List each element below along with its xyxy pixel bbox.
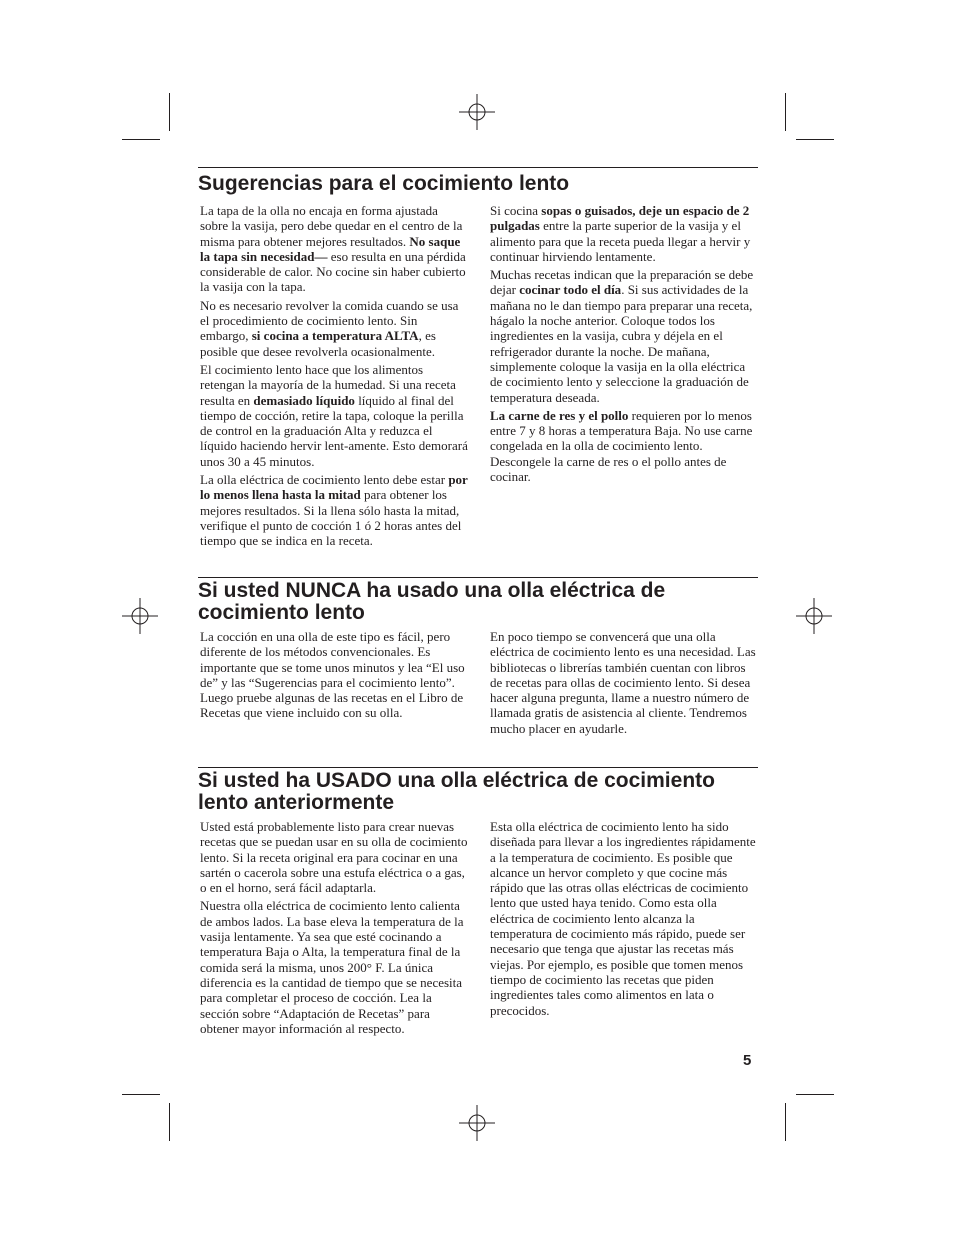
crop-mark — [796, 1094, 834, 1095]
text-run: para obtener los mejores resultados. Si la llena sólo hasta la mitad, verifique el punto de cocción 1 ó 2 horas antes del tiempo que se indica en la receta. — [200, 487, 462, 549]
crop-mark — [785, 93, 786, 131]
registration-mark-icon — [122, 598, 158, 634]
crop-mark — [796, 139, 834, 140]
paragraph — [200, 203, 468, 295]
paragraph — [200, 472, 468, 548]
crop-mark — [122, 1094, 160, 1095]
text-run: eso resulta en una pérdida considerable de calor. No cocine sin haber cubierto la vasija con la tapa. — [200, 248, 466, 295]
section-usado — [198, 767, 758, 1039]
left-column — [198, 819, 468, 1039]
text-run: El cocimiento lento hace que los alimentos retengan la mayoría de la humedad. Si una receta resulta en — [200, 361, 456, 408]
text-run: La olla eléctrica de cocimiento lento debe estar — [200, 472, 449, 488]
paragraph — [200, 298, 468, 359]
text-run: Esta olla eléctrica de cocimiento lento ha sido diseñada para llevar a los ingredientes rápidamente a la temperatura de cocimiento. Es posible que alcance un hervor completo y que cocine más rápido que las otras ollas eléctricas de cocimiento lento que usted haya tenido. Como esta olla eléctrica de cocimiento lento alcanza la temperatura de cocimiento más rápido, puede ser necesario que tenga que ajustar las recetas más viejas. Por ejemplo, es posible que tomen menos tiempo de cocimiento las recetas que piden ingredientes tales como alimentos en lata o precocidos. — [490, 819, 756, 1018]
bold-text: cocinar todo el día — [519, 282, 622, 298]
crop-mark — [169, 93, 170, 131]
paragraph — [490, 203, 758, 264]
section-sugerencias — [198, 167, 758, 552]
paragraph — [200, 898, 468, 1036]
crop-mark — [785, 1103, 786, 1141]
paragraph — [490, 629, 758, 736]
text-run: La cocción en una olla de este tipo es fácil, pero diferente de los métodos convencionales. Es importante que se tome unos minutos y lea “El uso de” y las “Sugerencias para el cocimiento lento”. Luego pruebe algunas de las recetas en el Libro de Recetas que viene incluido con su olla. — [200, 629, 465, 721]
paragraph — [200, 629, 468, 721]
bold-text: La carne de res y el pollo — [490, 407, 629, 423]
paragraph — [490, 819, 758, 1018]
section-nunca — [198, 577, 758, 739]
text-run: Si cocina — [490, 203, 542, 218]
section-title: Sugerencias para el cocimiento lento — [198, 172, 570, 195]
bold-text: No saque la tapa sin necesidad— — [200, 233, 461, 264]
crop-mark — [122, 139, 160, 140]
bold-text: sopas o guisados, deje un espacio de 2 pulgadas — [490, 203, 750, 234]
text-run: No es necesario revolver la comida cuando se usa el procedimiento de cocimiento lento. Sin embargo, — [200, 297, 459, 344]
bold-text: demasiado líquido — [253, 392, 355, 408]
text-run: . Si sus actividades de la mañana no le dan tiempo para preparar una receta, hágalo la noche anterior. Coloque todos los ingredientes en la vasija, cubra y déjela en el refrigerador durante la noche. De mañana, simplemente coloque la vasija en la olla eléctrica de cocimiento lento y seleccione la graduación de temperatura deseada. — [490, 282, 753, 405]
bold-text: por lo menos llena hasta la mitad — [200, 472, 468, 503]
page-number: 5 — [743, 1052, 752, 1069]
paragraph — [200, 362, 468, 469]
registration-mark-icon — [796, 598, 832, 634]
text-run: líquido al final del tiempo de cocción, retire la tapa, coloque la perilla de control en la graduación Alta y reduzca el líquido haciendo hervir lent-amente. Esto demorará unos 30 a 45 minutos. — [200, 392, 468, 469]
left-column — [198, 203, 468, 552]
text-run: entre la parte superior de la vasija y el alimento para que la receta pueda llegar a hervir y continuar hirviendo lentamente. — [490, 218, 751, 264]
section-title: Si usted NUNCA ha usado una olla eléctrica de cocimiento lento — [198, 579, 666, 624]
text-run: requieren por lo menos entre 7 y 8 horas a temperatura Baja. No use carne congelada en la olla de cocimiento lento. Descongele la carne de res o el pollo antes de cocinar. — [490, 407, 753, 485]
paragraph — [490, 408, 758, 484]
text-run: Usted está probablemente listo para crear nuevas recetas que se puedan usar en su olla de cocimiento lento. Si la receta original era para cocinar en una sartén o cacerola sobre una estufa eléctrica o a gas, o en el horno, será fácil adaptarla. — [200, 819, 468, 896]
left-column — [198, 629, 468, 739]
text-run: Nuestra olla eléctrica de cocimiento lento calienta de ambos lados. La base eleva la temperatura de la vasija lentamente. Ya sea que esté cocinando a temperatura Baja o Alta, la temperatura final de la comida será la misma, unos 200° F. La única diferencia es la cantidad de tiempo que se necesita para completar el proceso de cocción. Lea la sección sobre “Adaptación de Recetas” para obtener mayor información al respecto. — [200, 898, 464, 1036]
right-column — [488, 629, 758, 739]
registration-mark-icon — [459, 1105, 495, 1141]
paragraph — [200, 819, 468, 895]
crop-mark — [169, 1103, 170, 1141]
section-title: Si usted ha USADO una olla eléctrica de cocimiento lento anteriormente — [198, 769, 715, 814]
registration-mark-icon — [459, 94, 495, 130]
right-column — [488, 819, 758, 1039]
paragraph — [490, 267, 758, 405]
text-run: La tapa de la olla no encaja en forma ajustada sobre la vasija, pero debe quedar en el centro de la misma para obtener mejores resultados. — [200, 203, 463, 249]
right-column — [488, 203, 758, 552]
text-run: , es posible que desee revolverla ocasionalmente. — [200, 328, 436, 359]
bold-text: si cocina a temperatura ALTA — [251, 328, 419, 344]
text-run: Muchas recetas indican que la preparación se debe dejar — [490, 267, 754, 298]
text-run: En poco tiempo se convencerá que una olla eléctrica de cocimiento lento es una necesidad. Las bibliotecas o librerías también cuentan con libros de recetas para ollas de cocimiento lento. Si desea hacer alguna pregunta, llame a nuestro número de llamada gratis de asistencia al cliente. Tendremos mucho placer en ayudarle. — [490, 629, 756, 736]
